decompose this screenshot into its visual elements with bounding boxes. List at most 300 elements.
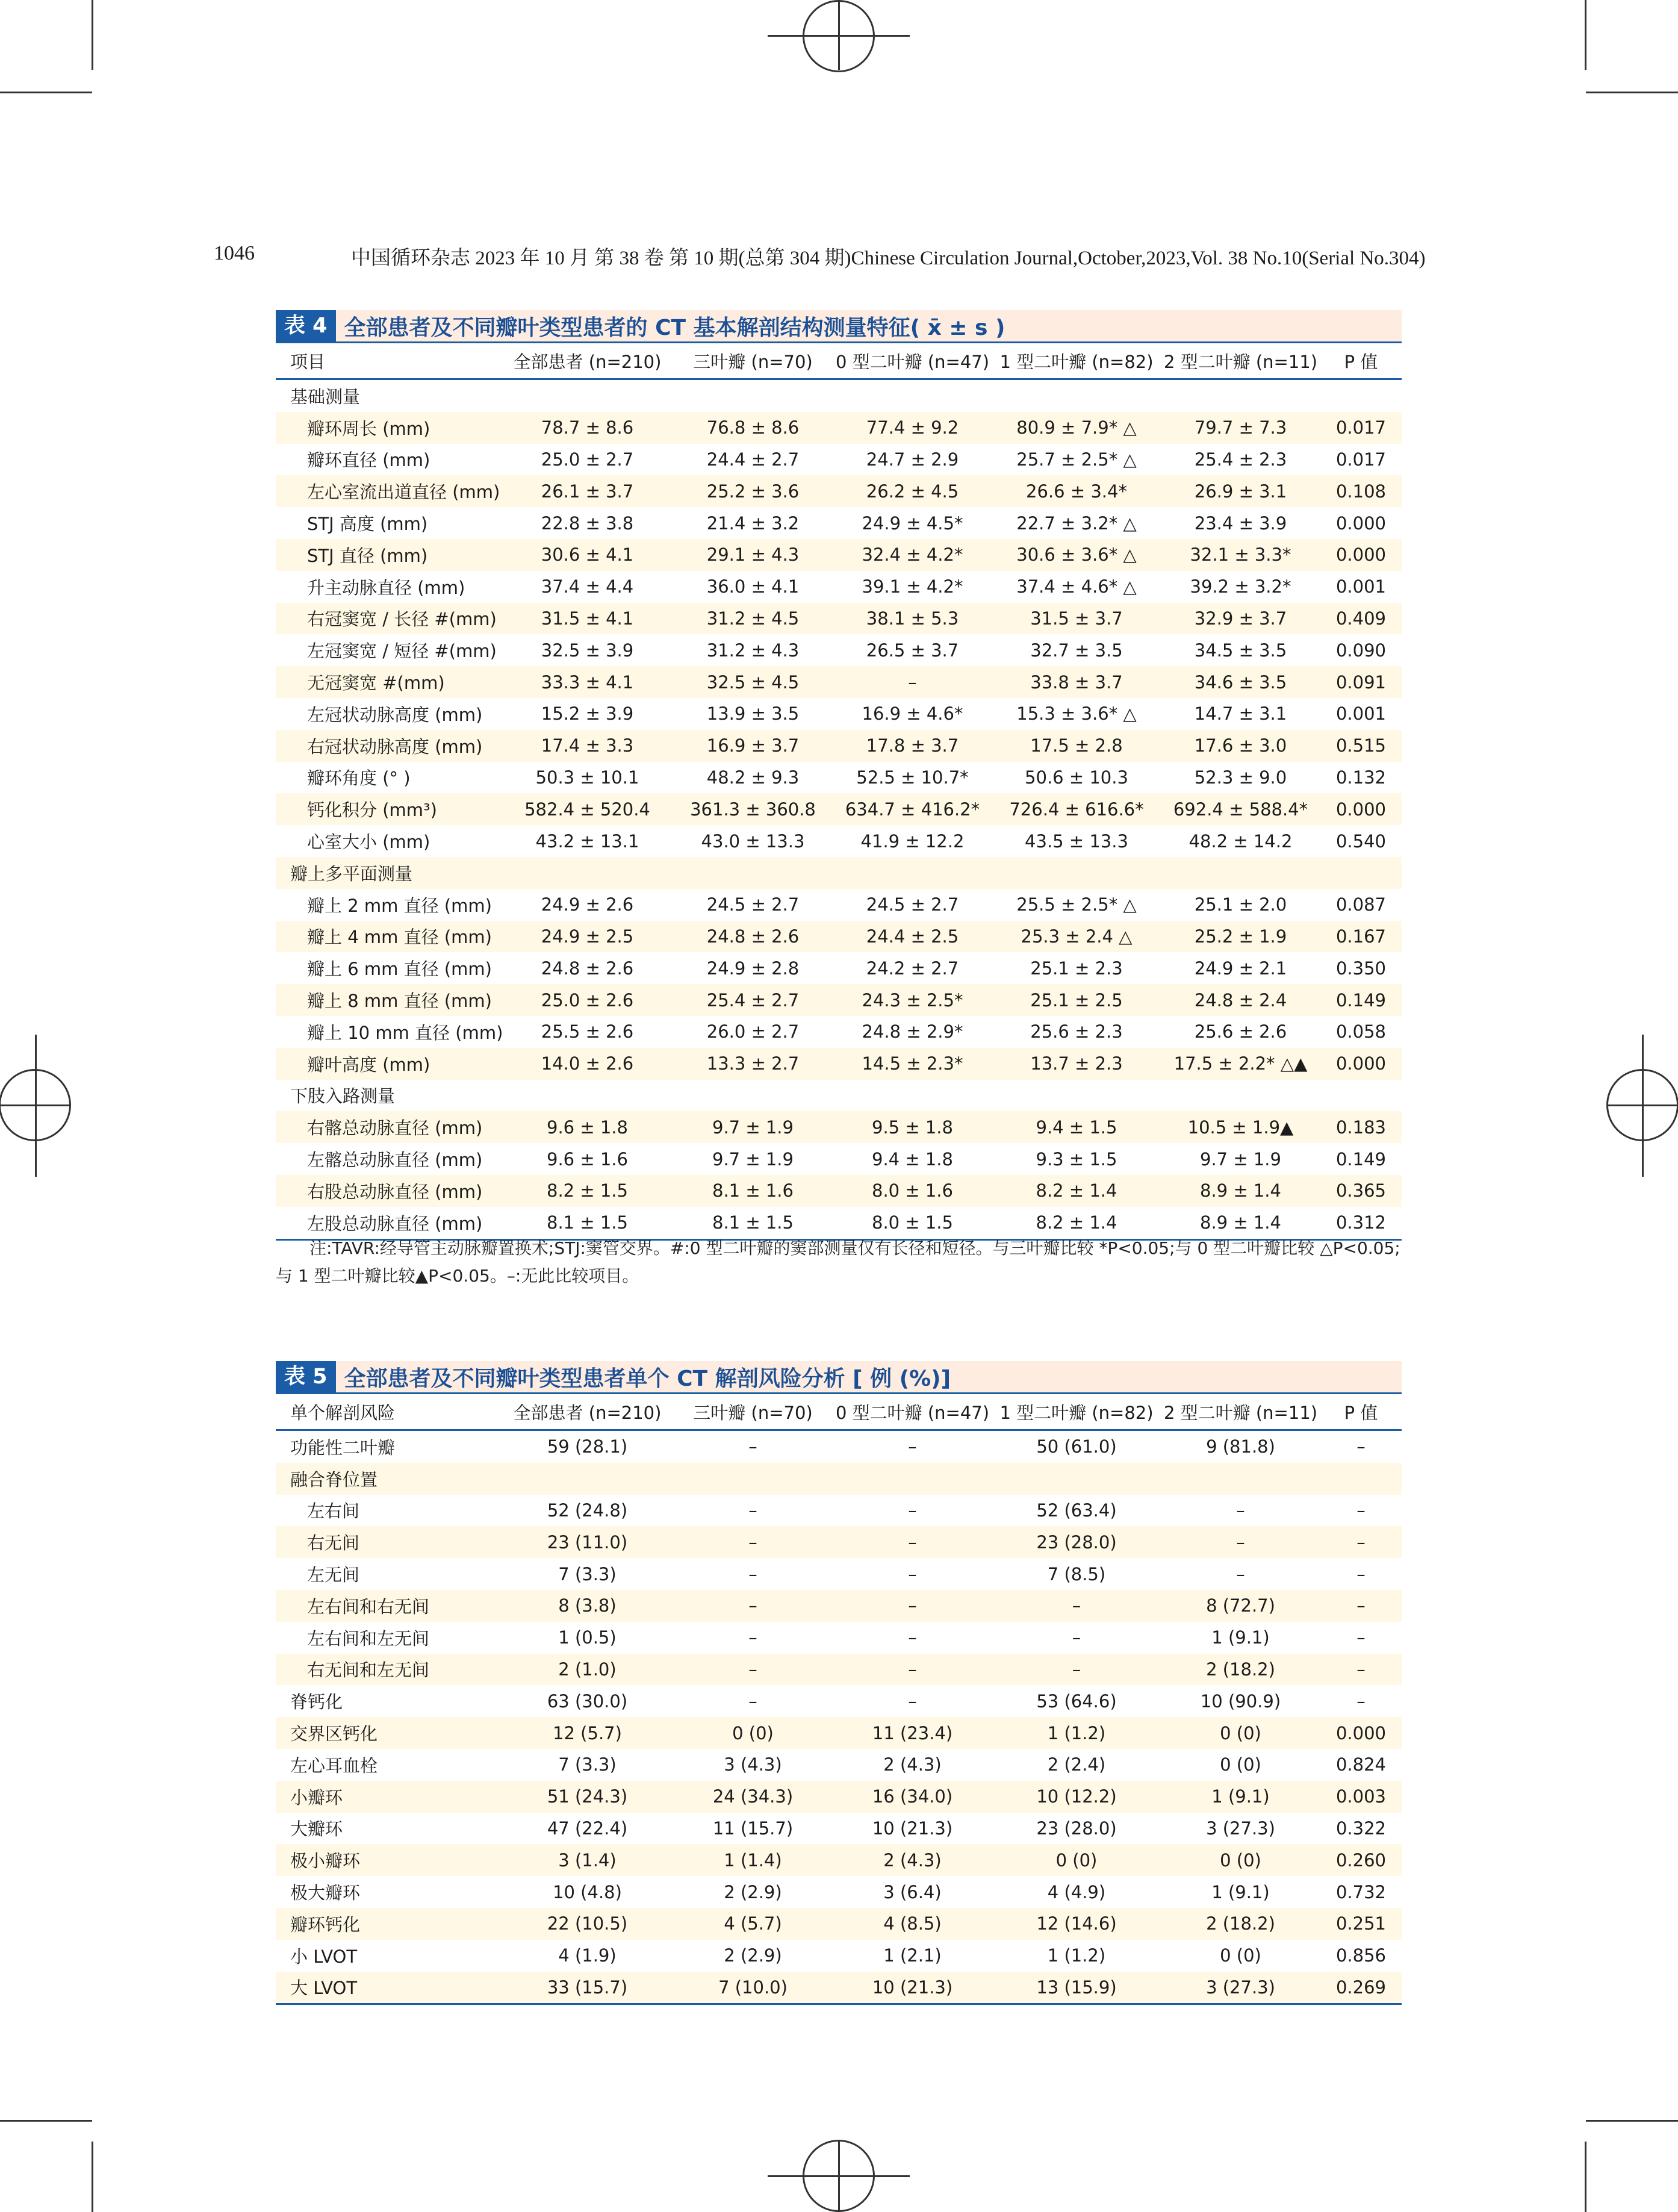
column-header: 0 型二叶瓣 (n=47): [833, 1394, 992, 1430]
table-cell: –: [748, 1690, 757, 1712]
table-4: [276, 310, 1402, 1241]
row-label: 小瓣环: [276, 1781, 502, 1813]
table-5-label: 表 5: [276, 1361, 336, 1392]
row-label: 左股总动脉直径 (mm): [276, 1207, 502, 1239]
table-cell: 1 (9.1): [1211, 1627, 1270, 1648]
table-cell: 24.8 ± 2.4: [1161, 984, 1320, 1016]
table-cell: 14.7 ± 3.1: [1194, 703, 1287, 724]
table-5-title-bar: [276, 1361, 1402, 1394]
page-number: 1046: [214, 242, 255, 264]
table-cell: 13.3 ± 2.7: [673, 1048, 833, 1080]
row-label: 右股总动脉直径 (mm): [276, 1175, 502, 1207]
table-5-title: 全部患者及不同瓣叶类型患者单个 CT 解剖风险分析 [ 例 (%)]: [344, 1366, 951, 1391]
table-cell: 2 (2.9): [724, 1881, 782, 1902]
table-cell: 1 (1.2): [1047, 1945, 1106, 1966]
table-cell: 43.0 ± 13.3: [701, 830, 805, 852]
table-cell: 23.4 ± 3.9: [1194, 512, 1287, 534]
table-cell: 17.4 ± 3.3: [502, 730, 673, 762]
registration-mark: [838, 2142, 840, 2212]
table-row: [276, 1813, 1402, 1845]
journal-header: 中国循环杂志 2023 年 10 月 第 38 卷 第 10 期(总第 304 期)Chinese Circulation Journal,October,2023,Vol. 38 No.10(Serial No.304): [351, 248, 1426, 269]
table-cell: 25.1 ± 2.0: [1194, 894, 1287, 915]
table-row: [276, 507, 1402, 539]
table-cell: [1320, 1463, 1402, 1495]
table-cell: 25.5 ± 2.5* △: [1016, 894, 1137, 915]
table-row: [276, 952, 1402, 984]
table-row: [276, 1940, 1402, 1972]
registration-mark: [35, 1035, 37, 1177]
row-label: 交界区钙化: [276, 1717, 502, 1749]
table-cell: 25.1 ± 2.3: [1030, 958, 1123, 979]
table-cell: 11 (23.4): [833, 1717, 992, 1749]
table-cell: 80.9 ± 7.9* △: [992, 412, 1161, 444]
table-4-grid: [276, 343, 1402, 1241]
table-row: [276, 1590, 1402, 1622]
table-cell: 25.2 ± 3.6: [673, 475, 833, 507]
table-cell: 634.7 ± 416.2*: [833, 793, 992, 825]
table-row: [276, 666, 1402, 698]
table-cell: –: [1356, 1690, 1366, 1712]
table-row: [276, 1972, 1402, 2004]
table-cell: 36.0 ± 4.1: [706, 576, 800, 597]
registration-mark: [1642, 1035, 1644, 1177]
table-cell: 24.9 ± 2.8: [706, 958, 800, 979]
table-section-row: [276, 1080, 1402, 1112]
row-label: 瓣上 10 mm 直径 (mm): [307, 1022, 503, 1043]
row-label: 左右间和右无间: [276, 1590, 502, 1622]
row-label: 右冠窦宽 / 长径 #(mm): [276, 603, 502, 635]
table-cell: 17.5 ± 2.8: [992, 730, 1161, 762]
row-label: 左冠状动脉高度 (mm): [307, 704, 483, 725]
table-cell: 17.6 ± 3.0: [1161, 730, 1320, 762]
table-cell: 17.5 ± 2.2* △▲: [1161, 1048, 1320, 1080]
table-cell: 13 (15.9): [992, 1972, 1161, 2004]
table-cell: 24.9 ± 2.6: [541, 894, 634, 915]
table-cell: 0 (0): [1220, 1945, 1261, 1966]
table-cell: 9.7 ± 1.9: [1200, 1148, 1281, 1170]
table-cell: 7 (3.3): [558, 1754, 617, 1775]
table-cell: –: [1320, 1526, 1402, 1558]
registration-mark: [838, 0, 840, 70]
table-row: [276, 603, 1402, 635]
table-cell: 8.9 ± 1.4: [1161, 1207, 1320, 1239]
table-cell: [1320, 857, 1402, 889]
table-cell: 4 (4.9): [1047, 1881, 1106, 1902]
table-row: [276, 730, 1402, 762]
table-cell: 0.824: [1335, 1754, 1387, 1775]
row-label: STJ 直径 (mm): [276, 539, 502, 571]
table-cell: 34.5 ± 3.5: [1194, 640, 1287, 661]
row-label: 瓣上 2 mm 直径 (mm): [307, 895, 492, 916]
table-cell: –: [908, 1563, 917, 1584]
table-cell: 31.5 ± 3.7: [992, 603, 1161, 635]
row-label: 瓣环周长 (mm): [276, 412, 502, 444]
table-cell: [1161, 1080, 1320, 1112]
row-label: 极大瓣环: [290, 1883, 361, 1904]
table-cell: 30.6 ± 4.1: [502, 539, 673, 571]
table-cell: –: [1236, 1563, 1245, 1584]
table-cell: 43.2 ± 13.1: [535, 830, 639, 852]
table-cell: 3 (1.4): [502, 1844, 673, 1876]
table-cell: –: [908, 1690, 917, 1712]
table-cell: 59 (28.1): [547, 1436, 628, 1457]
table-cell: 0.322: [1335, 1818, 1387, 1839]
crop-mark: [92, 2142, 93, 2212]
row-label: 左无间: [307, 1565, 360, 1586]
table-cell: 0.732: [1335, 1881, 1387, 1902]
table-cell: 22.8 ± 3.8: [541, 512, 634, 534]
row-label: 升主动脉直径 (mm): [307, 577, 465, 598]
table-cell: 0.017: [1335, 449, 1387, 470]
table-cell: 17.8 ± 3.7: [833, 730, 992, 762]
table-cell: 24 (34.3): [673, 1781, 833, 1813]
crop-mark: [1585, 0, 1586, 70]
table-cell: 16 (34.0): [833, 1781, 992, 1813]
crop-mark: [0, 2120, 92, 2122]
table-cell: 1 (9.1): [1211, 1881, 1270, 1902]
table-cell: 2 (18.2): [1161, 1654, 1320, 1686]
table-cell: 50 (61.0): [1036, 1436, 1117, 1457]
table-row: [276, 1495, 1402, 1527]
table-cell: 0.269: [1320, 1972, 1402, 2004]
table-cell: 0.003: [1320, 1781, 1402, 1813]
table-cell: 8.0 ± 1.6: [833, 1175, 992, 1207]
table-cell: –: [748, 1500, 757, 1521]
table-cell: 0.000: [1320, 539, 1402, 571]
column-header: 2 型二叶瓣 (n=11): [1161, 343, 1320, 379]
table-cell: [502, 1463, 673, 1495]
table-cell: [833, 1080, 992, 1112]
table-cell: 25.6 ± 2.6: [1194, 1021, 1287, 1042]
table-cell: 52 (63.4): [1036, 1500, 1117, 1521]
table-cell: [1320, 379, 1402, 412]
table-cell: 11 (15.7): [712, 1818, 794, 1839]
table-cell: 14.5 ± 2.3*: [833, 1048, 992, 1080]
table-cell: 76.8 ± 8.6: [673, 412, 833, 444]
table-cell: 32.5 ± 3.9: [541, 640, 634, 661]
table-cell: 1 (1.4): [673, 1844, 833, 1876]
table-cell: –: [992, 1654, 1161, 1686]
table-cell: 41.9 ± 12.2: [860, 830, 965, 852]
table-cell: 23 (11.0): [502, 1526, 673, 1558]
table-cell: –: [1356, 1436, 1366, 1457]
table-cell: 8.0 ± 1.5: [833, 1207, 992, 1239]
table-cell: 0.091: [1320, 666, 1402, 698]
table-cell: –: [1320, 1654, 1402, 1686]
row-label: 瓣环直径 (mm): [307, 450, 430, 471]
table-row: [276, 1844, 1402, 1876]
row-label: 左髂总动脉直径 (mm): [307, 1150, 483, 1171]
row-label: STJ 高度 (mm): [307, 514, 428, 535]
table-cell: 1 (0.5): [558, 1627, 617, 1648]
table-cell: 0 (0): [992, 1844, 1161, 1876]
table-row: [276, 1717, 1402, 1749]
table-cell: –: [833, 1654, 992, 1686]
table-cell: 0 (0): [1161, 1717, 1320, 1749]
table-cell: –: [1072, 1627, 1081, 1648]
table-cell: 63 (30.0): [547, 1690, 628, 1712]
table-cell: 37.4 ± 4.6* △: [1016, 576, 1137, 597]
table-cell: 4 (5.7): [673, 1908, 833, 1940]
table-row: [276, 793, 1402, 825]
table-cell: 3 (27.3): [1161, 1972, 1320, 2004]
table-cell: –: [748, 1627, 757, 1648]
row-label: 基础测量: [290, 386, 361, 407]
table-cell: [502, 379, 673, 412]
table-cell: 24.2 ± 2.7: [866, 958, 959, 979]
table-cell: 25.0 ± 2.7: [541, 449, 634, 470]
table-cell: 24.3 ± 2.5*: [833, 984, 992, 1016]
table-cell: 16.9 ± 3.7: [673, 730, 833, 762]
column-header: 0 型二叶瓣 (n=47): [833, 343, 992, 379]
table-row: [276, 825, 1402, 857]
table-cell: 10 (21.3): [833, 1972, 992, 2004]
table-cell: 39.1 ± 4.2*: [862, 576, 963, 597]
table-cell: 8.1 ± 1.5: [673, 1207, 833, 1239]
table-row: [276, 1526, 1402, 1558]
table-cell: [673, 857, 833, 889]
table-cell: 0.856: [1335, 1945, 1387, 1966]
row-label: 右无间和左无间: [276, 1654, 502, 1686]
table-cell: 4 (1.9): [558, 1945, 617, 1966]
table-row: [276, 1143, 1402, 1175]
row-label: 左右间: [307, 1501, 360, 1522]
table-cell: –: [992, 1590, 1161, 1622]
table-cell: [992, 379, 1161, 412]
table-4-title: 全部患者及不同瓣叶类型患者的 CT 基本解剖结构测量特征( x̄ ± s ): [344, 315, 1005, 340]
table-cell: 9.5 ± 1.8: [833, 1111, 992, 1143]
table-cell: 21.4 ± 3.2: [706, 512, 800, 534]
table-cell: 2 (1.0): [502, 1654, 673, 1686]
table-row: [276, 1876, 1402, 1908]
table-row: [276, 698, 1402, 730]
table-cell: 25.6 ± 2.3: [1030, 1021, 1123, 1042]
column-header: 全部患者 (n=210): [502, 343, 673, 379]
row-label: 脊钙化: [290, 1692, 343, 1713]
table-cell: 3 (4.3): [724, 1754, 782, 1775]
table-cell: –: [748, 1563, 757, 1584]
crop-mark: [92, 0, 93, 70]
table-cell: –: [833, 1526, 992, 1558]
row-label: 瓣环钙化: [276, 1908, 502, 1940]
table-cell: 361.3 ± 360.8: [673, 793, 833, 825]
table-cell: 26.5 ± 3.7: [866, 640, 959, 661]
table-row: [276, 1622, 1402, 1654]
table-cell: 15.3 ± 3.6* △: [1016, 703, 1137, 724]
table-row: [276, 1430, 1402, 1463]
table-cell: 51 (24.3): [502, 1781, 673, 1813]
row-label: 瓣上多平面测量: [276, 857, 502, 889]
table-cell: 25.3 ± 2.4 △: [992, 921, 1161, 953]
table-cell: 50.3 ± 10.1: [535, 767, 639, 788]
table-cell: 0.183: [1320, 1111, 1402, 1143]
table-cell: 31.2 ± 4.5: [673, 603, 833, 635]
table-cell: 25.5 ± 2.6: [541, 1021, 634, 1042]
table-cell: [1161, 379, 1320, 412]
table-cell: 24.9 ± 4.5*: [862, 512, 963, 534]
table-cell: 9.4 ± 1.5: [992, 1111, 1161, 1143]
table-cell: 10 (90.9): [1200, 1690, 1281, 1712]
row-label: 瓣上 4 mm 直径 (mm): [276, 921, 502, 953]
table-cell: 23 (28.0): [1036, 1818, 1117, 1839]
table-cell: 48.2 ± 14.2: [1189, 830, 1293, 852]
table-cell: 33.3 ± 4.1: [502, 666, 673, 698]
table-cell: 16.9 ± 4.6*: [862, 703, 963, 724]
table-cell: [502, 1080, 673, 1112]
table-cell: 0.000: [1320, 793, 1402, 825]
table-cell: 0.000: [1335, 512, 1387, 534]
table-cell: 0.350: [1335, 958, 1387, 979]
table-cell: –: [1356, 1563, 1366, 1584]
table-cell: 37.4 ± 4.4: [541, 576, 634, 597]
table-4-title-bar: [276, 310, 1402, 343]
table-cell: –: [833, 666, 992, 698]
table-row: [276, 762, 1402, 794]
table-cell: 0.017: [1320, 412, 1402, 444]
table-cell: 9.6 ± 1.6: [547, 1148, 628, 1170]
column-header: 项目: [276, 343, 502, 379]
table-row: [276, 921, 1402, 953]
table-cell: [1161, 857, 1320, 889]
table-cell: 0 (0): [673, 1717, 833, 1749]
table-cell: 13.9 ± 3.5: [706, 703, 800, 724]
table-cell: [992, 857, 1161, 889]
table-cell: 26.6 ± 3.4*: [992, 475, 1161, 507]
table-cell: 3 (6.4): [883, 1881, 942, 1902]
column-header: 1 型二叶瓣 (n=82): [992, 1394, 1161, 1430]
table-cell: 0.001: [1335, 576, 1387, 597]
table-cell: [502, 857, 673, 889]
table-cell: 32.5 ± 4.5: [673, 666, 833, 698]
table-cell: 8.2 ± 1.4: [992, 1175, 1161, 1207]
table-cell: [833, 1463, 992, 1495]
table-cell: 0.260: [1320, 1844, 1402, 1876]
table-cell: 25.1 ± 2.5: [992, 984, 1161, 1016]
table-cell: 52 (24.8): [547, 1500, 628, 1521]
table-cell: 692.4 ± 588.4*: [1161, 793, 1320, 825]
table-cell: 24.8 ± 2.6: [673, 921, 833, 953]
table-cell: 0 (0): [1220, 1754, 1261, 1775]
table-cell: 25.0 ± 2.6: [502, 984, 673, 1016]
table-cell: 32.7 ± 3.5: [1030, 640, 1123, 661]
row-label: 瓣环角度 (° ): [307, 768, 411, 789]
table-cell: –: [1320, 1590, 1402, 1622]
table-row: [276, 984, 1402, 1016]
table-cell: –: [673, 1526, 833, 1558]
table-cell: 22 (10.5): [502, 1908, 673, 1940]
column-header: 三叶瓣 (n=70): [673, 343, 833, 379]
table-cell: 33 (15.7): [502, 1972, 673, 2004]
table-cell: 32.1 ± 3.3*: [1161, 539, 1320, 571]
table-row: [276, 571, 1402, 603]
column-header: P 值: [1320, 1394, 1402, 1430]
row-label: 左冠窦宽 / 短径 #(mm): [307, 641, 497, 662]
table-cell: 14.0 ± 2.6: [502, 1048, 673, 1080]
table-cell: 0.001: [1335, 703, 1387, 724]
table-cell: 13.7 ± 2.3: [992, 1048, 1161, 1080]
table-cell: –: [673, 1654, 833, 1686]
table-cell: 0.515: [1320, 730, 1402, 762]
table-cell: 12 (5.7): [502, 1717, 673, 1749]
table-cell: 47 (22.4): [547, 1818, 628, 1839]
column-header: 三叶瓣 (n=70): [673, 1394, 833, 1430]
row-label: 右冠状动脉高度 (mm): [276, 730, 502, 762]
table-cell: 0.149: [1335, 1148, 1387, 1170]
table-cell: [673, 1463, 833, 1495]
table-cell: 0.000: [1320, 1717, 1402, 1749]
table-cell: 9.3 ± 1.5: [1036, 1148, 1117, 1170]
table-cell: 32.4 ± 4.2*: [833, 539, 992, 571]
table-cell: 26.9 ± 3.1: [1161, 475, 1320, 507]
table-cell: 31.5 ± 4.1: [502, 603, 673, 635]
table-4-note: 注:TAVR:经导管主动脉瓣置换术;STJ:窦管交界。#:0 型二叶瓣的窦部测量仅有长径和短径。与三叶瓣比较 *P<0.05;与 0 型二叶瓣比较 △P<0.05;与 1 型二叶瓣比较▲P<0.05。–:无此比较项目。: [276, 1238, 1400, 1286]
table-cell: 9.7 ± 1.9: [673, 1111, 833, 1143]
table-cell: 15.2 ± 3.9: [541, 703, 634, 724]
table-cell: –: [1356, 1627, 1366, 1648]
table-cell: 1 (1.2): [992, 1717, 1161, 1749]
table-cell: 9.7 ± 1.9: [712, 1148, 794, 1170]
table-cell: 0 (0): [1161, 1844, 1320, 1876]
table-5-grid: [276, 1394, 1402, 2005]
table-cell: 7 (8.5): [1047, 1563, 1106, 1584]
table-cell: 10 (21.3): [872, 1818, 953, 1839]
table-row: [276, 1781, 1402, 1813]
table-cell: 24.5 ± 2.7: [866, 894, 959, 915]
table-section-row: [276, 1463, 1402, 1495]
table-cell: 25.7 ± 2.5* △: [1016, 449, 1137, 470]
table-cell: 10 (12.2): [992, 1781, 1161, 1813]
table-cell: 52.3 ± 9.0: [1194, 767, 1287, 788]
table-cell: 26.1 ± 3.7: [502, 475, 673, 507]
table-4-label: 表 4: [276, 310, 336, 341]
table-cell: 0.409: [1320, 603, 1402, 635]
table-row: [276, 539, 1402, 571]
table-cell: 78.7 ± 8.6: [502, 412, 673, 444]
table-cell: 24.9 ± 2.5: [502, 921, 673, 953]
table-cell: –: [673, 1590, 833, 1622]
table-cell: 9.4 ± 1.8: [872, 1148, 953, 1170]
table-cell: [833, 379, 992, 412]
table-row: [276, 1048, 1402, 1080]
column-header: P 值: [1320, 343, 1402, 379]
table-cell: 24.4 ± 2.7: [706, 449, 800, 470]
table-row: [276, 412, 1402, 444]
row-label: 瓣上 8 mm 直径 (mm): [276, 984, 502, 1016]
table-cell: 24.4 ± 2.5: [833, 921, 992, 953]
table-cell: 24.8 ± 2.9*: [862, 1021, 963, 1042]
table-cell: 31.2 ± 4.3: [706, 640, 800, 661]
row-label: 极小瓣环: [276, 1844, 502, 1876]
row-label: 右无间: [276, 1526, 502, 1558]
table-cell: –: [833, 1590, 992, 1622]
column-header: 1 型二叶瓣 (n=82): [992, 343, 1161, 379]
table-cell: 0.087: [1335, 894, 1387, 915]
table-cell: 43.5 ± 13.3: [1025, 830, 1128, 852]
table-cell: 10 (4.8): [553, 1881, 622, 1902]
table-cell: 582.4 ± 520.4: [502, 793, 673, 825]
table-cell: 12 (14.6): [992, 1908, 1161, 1940]
crop-mark: [1585, 2142, 1586, 2212]
table-cell: 26.0 ± 2.7: [706, 1021, 800, 1042]
table-cell: 0.149: [1320, 984, 1402, 1016]
table-cell: –: [1236, 1500, 1245, 1521]
table-cell: 48.2 ± 9.3: [706, 767, 800, 788]
table-cell: 4 (8.5): [833, 1908, 992, 1940]
table-cell: [833, 857, 992, 889]
table-cell: 2 (18.2): [1161, 1908, 1320, 1940]
table-cell: 9.6 ± 1.8: [502, 1111, 673, 1143]
column-header: 单个解剖风险: [276, 1394, 502, 1430]
